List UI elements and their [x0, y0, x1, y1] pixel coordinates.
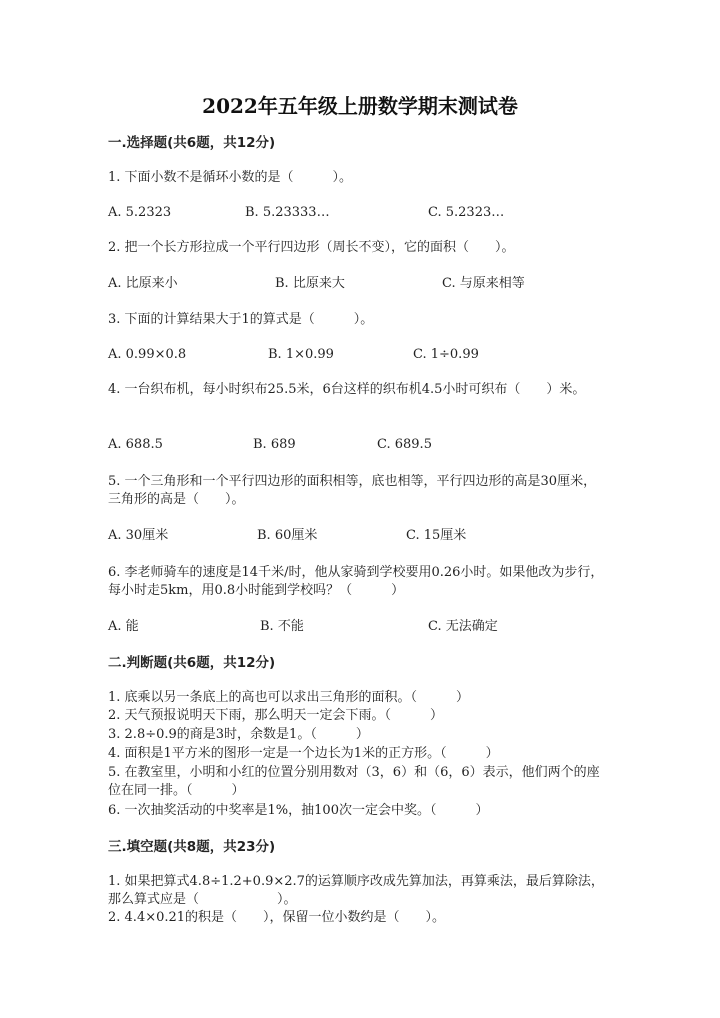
judgment-item: 5. 在教室里，小明和小红的位置分别用数对（3，6）和（6，6）表示，他们两个的座位在同一排。（ ） [108, 765, 600, 798]
judgment-item: 6. 一次抽奖活动的中奖率是1%，抽100次一定会中奖。（ ） [108, 803, 489, 818]
option: C. 1÷0.99 [413, 347, 479, 362]
option: C. 无法确定 [428, 619, 498, 634]
option: C. 15厘米 [406, 528, 467, 543]
judgment-item: 4. 面积是1平方米的图形一定是一个边长为1米的正方形。（ ） [108, 746, 499, 761]
fill-item: 1. 如果把算式4.8÷1.2+0.9×2.7的运算顺序改成先算加法，再算乘法，最后算除法，那么算式应是（ ）。 [108, 874, 604, 907]
fill-item: 2. 4.4×0.21的积是（ ），保留一位小数约是（ ）。 [108, 910, 446, 925]
option: A. 能 [108, 619, 139, 634]
option: A. 0.99×0.8 [108, 347, 187, 362]
option: B. 689 [253, 437, 296, 452]
question: 3. 下面的计算结果大于1的算式是（ ）。 [108, 312, 374, 327]
section-heading: 二.判断题(共6题，共12分) [108, 655, 276, 671]
question: 4. 一台织布机，每小时织布25.5米，6台这样的织布机4.5小时可织布（ ）米。 [108, 382, 586, 397]
option: A. 5.2323 [108, 205, 172, 220]
page-title: 2022年五年级上册数学期末测试卷 [202, 94, 518, 118]
question: 1. 下面小数不是循环小数的是（ ）。 [108, 170, 353, 185]
option: C. 689.5 [377, 437, 432, 452]
option: A. 30厘米 [108, 528, 169, 543]
question: 2. 把一个长方形拉成一个平行四边形（周长不变），它的面积（ ）。 [108, 240, 515, 255]
judgment-item: 3. 2.8÷0.9的商是3时，余数是1。（ ） [108, 727, 369, 742]
option: A. 比原来小 [108, 276, 178, 291]
question: 5. 一个三角形和一个平行四边形的面积相等，底也相等，平行四边形的高是30厘米，三角形的高是（ ）。 [108, 474, 597, 507]
option: C. 5.2323… [428, 205, 505, 220]
option: B. 5.23333… [245, 205, 330, 220]
judgment-item: 2. 天气预报说明天下雨，那么明天一定会下雨。（ ） [108, 708, 444, 723]
question: 6. 李老师骑车的速度是14千米/时，他从家骑到学校要用0.26小时。如果他改为步行，每小时走5km，用0.8小时能到学校吗？（ ） [108, 565, 604, 598]
option: B. 60厘米 [257, 528, 318, 543]
option: B. 1×0.99 [268, 347, 334, 362]
section-heading: 三.填空题(共8题，共23分) [108, 839, 276, 855]
section-heading: 一.选择题(共6题，共12分) [108, 135, 276, 151]
option: C. 与原来相等 [442, 276, 525, 291]
judgment-item: 1. 底乘以另一条底上的高也可以求出三角形的面积。（ ） [108, 690, 470, 705]
option: A. 688.5 [108, 437, 163, 452]
option: B. 比原来大 [275, 276, 345, 291]
option: B. 不能 [260, 619, 304, 634]
